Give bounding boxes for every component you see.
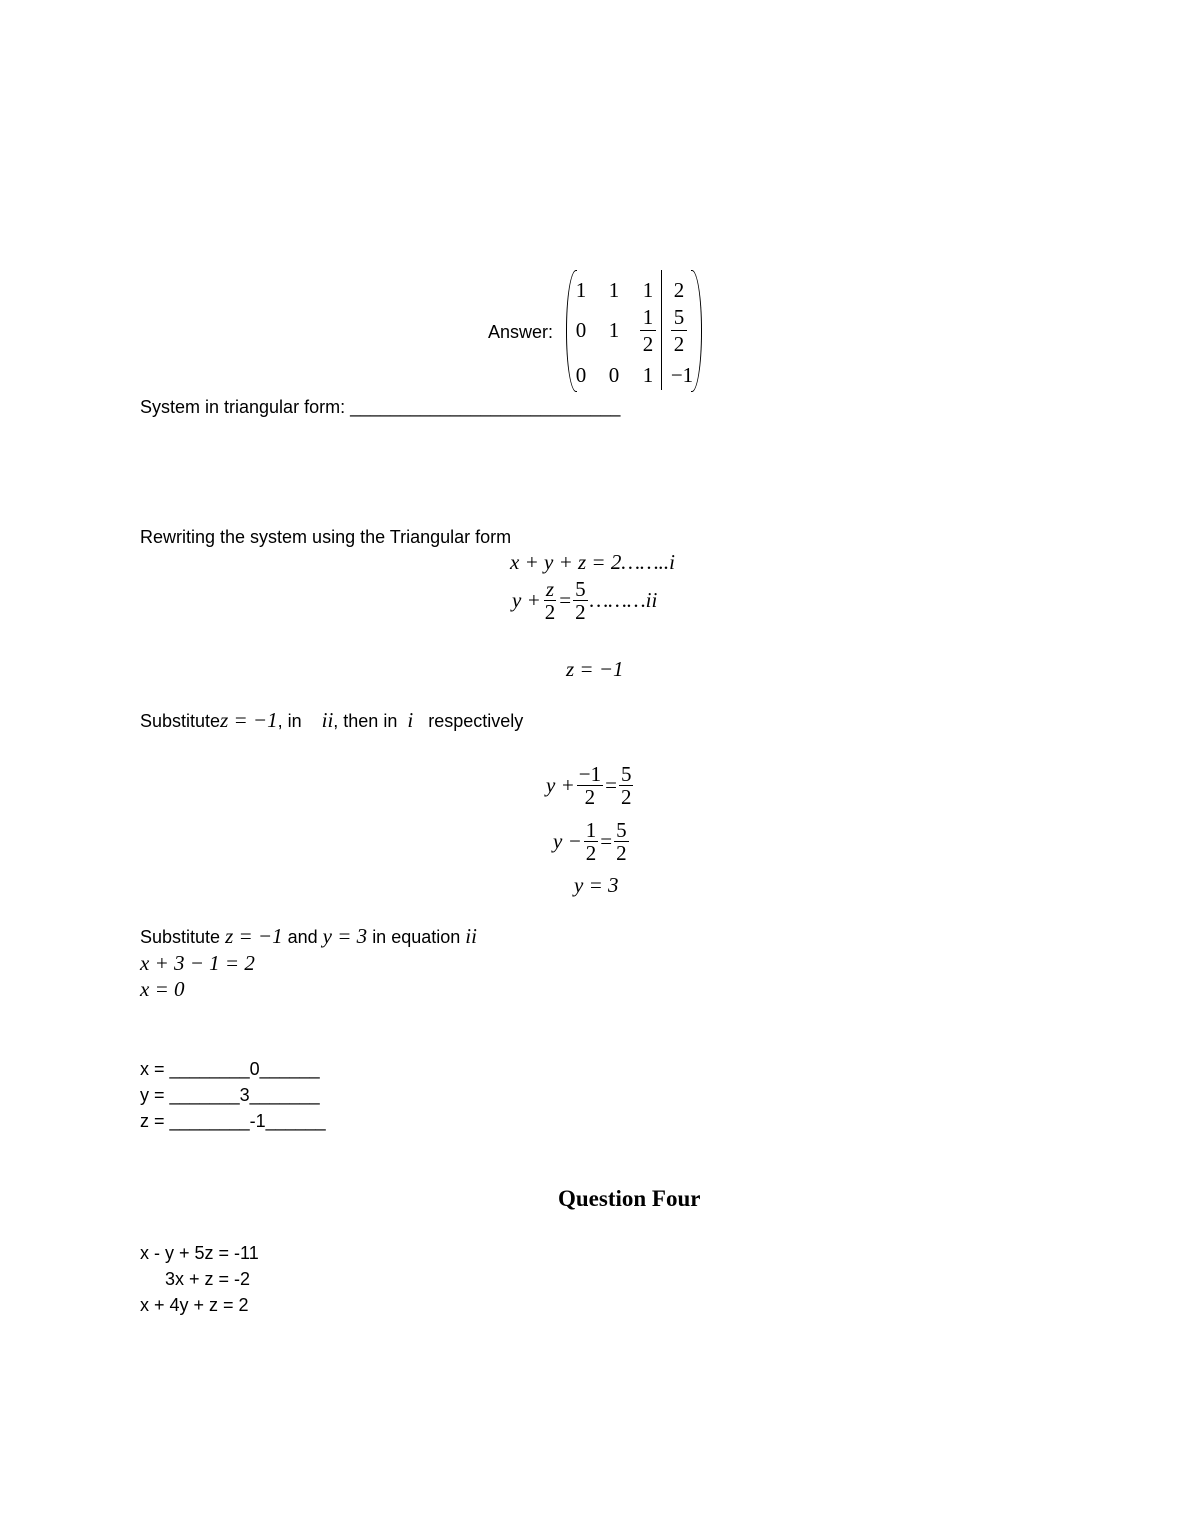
answer-y: y = _______3_______: [140, 1085, 320, 1105]
question-heading: Question Four: [558, 1186, 701, 1211]
step2-fraction: [584, 819, 599, 864]
step1-equals: =: [605, 773, 617, 797]
sub2-and: and: [287, 927, 318, 947]
matrix-r2c3-numerator: 1: [640, 304, 657, 331]
answer-x: x = ________0______: [140, 1059, 320, 1079]
rewriting-label: Rewriting the system using the Triangular form: [140, 527, 512, 547]
step1-den: 2: [584, 785, 596, 809]
eq2-lhs: y +: [512, 588, 541, 612]
step2-den: 2: [585, 841, 597, 865]
step1-lhs: y +: [546, 773, 575, 797]
matrix-cell-r2c2: 1: [608, 318, 620, 342]
matrix-cell-r3c2: 0: [608, 363, 620, 387]
x-step-1: x + 3 − 1 = 2: [140, 951, 255, 975]
eq2-rhs-num: 5: [575, 577, 586, 601]
step1-fraction: [577, 763, 603, 808]
sub2-z-value: z = −1: [225, 924, 283, 948]
matrix-cell-r1c3: 1: [642, 278, 654, 302]
eq2-frac-num: z: [545, 577, 555, 601]
sub2-suffix: in equation: [372, 927, 461, 947]
substitute-instruction: [140, 709, 523, 732]
step-y-result: y = 3: [574, 873, 619, 897]
question-eq-3: x + 4y + z = 2: [140, 1295, 249, 1315]
step2-num: 1: [585, 818, 597, 842]
substitute-prefix: Substitute: [140, 711, 221, 731]
matrix-cell-r3c3: 1: [642, 363, 654, 387]
question-eq-1: x - y + 5z = -11: [140, 1243, 259, 1263]
eq2-rhs-den: 2: [575, 600, 586, 624]
step2-rnum: 5: [616, 818, 627, 842]
eq2-tail: ………ii: [589, 588, 658, 612]
substitute-eq-ii: ii: [321, 708, 334, 732]
substitute-mid1: , in: [277, 711, 302, 731]
matrix-cell-r2c4: [666, 304, 692, 357]
matrix-cell-r1c2: 1: [608, 278, 620, 302]
question-eq-2: 3x + z = -2: [165, 1269, 251, 1289]
step2-rden: 2: [616, 841, 627, 865]
equation-i: x + y + z = 2……..i: [510, 550, 676, 574]
step2-lhs: y −: [553, 829, 582, 853]
step1-num: −1: [578, 762, 602, 786]
answer-z: z = ________-1______: [140, 1111, 326, 1131]
sub2-prefix: Substitute: [140, 927, 221, 947]
augmented-matrix: [566, 268, 702, 392]
step-y-1: [546, 763, 635, 808]
matrix-cell-r3c1: 0: [575, 363, 587, 387]
step2-rhs-fraction: [614, 819, 629, 864]
eq2-fraction: [543, 578, 558, 623]
substitute-mid2: , then in: [333, 711, 398, 731]
sub2-y-value: y = 3: [322, 924, 368, 948]
matrix-cell-r2c1: 0: [575, 318, 587, 342]
sub2-eq: ii: [465, 924, 477, 948]
substitute-eq-i: i: [407, 708, 414, 732]
x-step-2: x = 0: [140, 977, 185, 1001]
answer-label: Answer:: [488, 322, 554, 342]
matrix-r2c4-numerator: 5: [671, 304, 688, 331]
eq2-rhs-fraction: [573, 578, 588, 623]
substitute-z-value: z = −1: [220, 708, 278, 732]
matrix-r2c4-denominator: 2: [673, 332, 685, 356]
matrix-augment-bar: [661, 270, 662, 390]
step-y-2: [553, 819, 631, 864]
equation-ii: [512, 578, 657, 623]
matrix-cell-r2c3: [635, 304, 661, 357]
step1-rhs-fraction: [619, 763, 634, 808]
step1-rnum: 5: [620, 762, 632, 786]
step1-rden: 2: [620, 785, 632, 809]
eq2-equals: =: [559, 588, 572, 612]
substitute-suffix: respectively: [428, 711, 524, 731]
eq2-frac-den: 2: [544, 600, 556, 624]
step2-equals: =: [600, 829, 613, 853]
triangular-form-label: System in triangular form: ___________________________: [140, 397, 621, 417]
matrix-cell-r3c4: −1: [670, 363, 694, 387]
matrix-cell-r1c4: 2: [673, 278, 685, 302]
matrix-r2c3-denominator: 2: [642, 332, 654, 356]
substitute-second-instruction: [140, 925, 477, 948]
matrix-cell-r1c1: 1: [575, 278, 587, 302]
equation-iii: z = −1: [566, 657, 624, 681]
